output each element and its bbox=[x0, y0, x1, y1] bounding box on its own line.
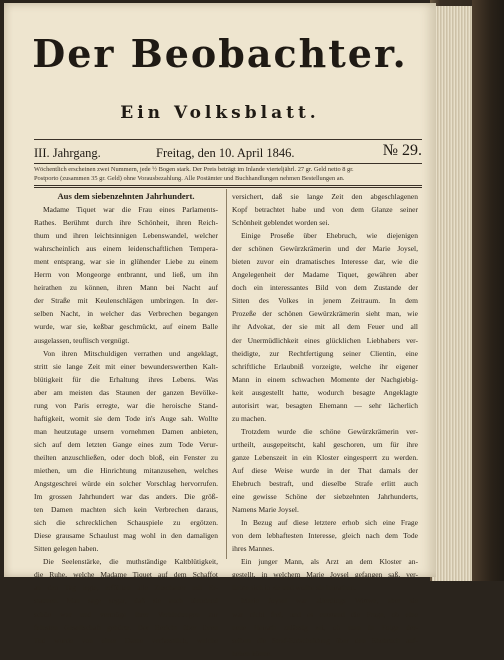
text-line: schön war und vermöge ihrer Verbindungen zur bbox=[34, 609, 218, 619]
text-line: eine gewisse Schöne der siebzehnten Jahrhunderts, bbox=[232, 492, 418, 502]
text-line: die Ruhe, welche Madame Tiquet auf dem Schaffot bbox=[34, 570, 218, 580]
text-line: ten Damen machten sich kein Verbrechen daraus, bbox=[34, 505, 218, 515]
text-line: Die Seelenstärke, die muthständige Kaltblütigkeit, bbox=[43, 557, 218, 567]
text-line: Im grossen Jahrhundert war das anders. Die größ- bbox=[34, 492, 218, 502]
text-line: sich die schrecklichen Schauspiele zu ergötzen. bbox=[34, 518, 218, 528]
issue-dateline bbox=[34, 144, 422, 164]
masthead-subtitle: Ein Volksblatt. bbox=[120, 103, 320, 123]
text-line: Mann in einem schwachen Momente der Nachgiebig- bbox=[232, 374, 418, 384]
article-heading: Aus dem siebenzehnten Jahrhundert. bbox=[57, 191, 195, 201]
issue-number: № 29. bbox=[382, 142, 422, 159]
text-line: Ehebruch bestraft, und dieselbe Strafe erlitt auch bbox=[232, 479, 418, 489]
text-line: heben könne. bbox=[232, 648, 272, 658]
text-line: keit ausgestellt hatte, wodurch besagte Angeklagte bbox=[232, 387, 418, 397]
issue-date: Freitag, den 10. April 1846. bbox=[156, 146, 295, 160]
notice-line: Postporto (zusammen 35 gr. Geld) ohne Vorausbezahlung. Alle Postämter und Buchhandlungen nehmen Bestellungen an. bbox=[34, 175, 345, 182]
text-line: Von ihren Mitschuldigen verrathen und angeklagt, bbox=[43, 348, 218, 358]
text-line: rung von Paris erregte, war die heroische Stand- bbox=[34, 400, 218, 410]
text-line: Angelegenheit der Madame Tiquet, gewähren aber bbox=[232, 270, 418, 280]
text-line: Namens Marie Joysel. bbox=[232, 505, 299, 515]
text-line: Angstgeschrei würde ein solcher Vorschlag hervorrufen. bbox=[34, 479, 218, 489]
text-line: Auf diese Weise wurde in der That damals der bbox=[232, 465, 418, 475]
masthead-title: Der Beobachter. bbox=[32, 31, 408, 76]
top-rule bbox=[34, 139, 422, 140]
subscription-notice bbox=[34, 165, 422, 183]
text-line: Ein junger Mann, als Arzt an dem Kloster an- bbox=[241, 557, 418, 567]
text-line: feinsten Gesellschaft gehörte. Der Bericht über ihren bbox=[34, 622, 218, 632]
text-line: doch ein interessantes Bild von dem Zustande der bbox=[232, 283, 418, 293]
notice-line: Wöchentlich erscheinen zwei Nummern, jede ½ Bogen stark. Der Preis beträgt im Inlande vierteljährl. 27 gr. Geld netto 8 gr. bbox=[34, 166, 354, 173]
right-column bbox=[232, 190, 418, 660]
text-line: ganze Lebenszeit in ein Kloster eingesperrt zu werden. bbox=[232, 452, 418, 462]
text-line: der Unermüdlichkeit eines glücklichen Liebhabers ver- bbox=[232, 335, 418, 345]
text-line: miethen, um die Hinrichtung mitanzusehen, welches bbox=[34, 465, 218, 475]
text-line: sich auf dem letzten Gange eines zum Tode Verur- bbox=[34, 439, 218, 449]
text-line: von dem lebhaftesten Interesse, gleich nach dem Tode bbox=[232, 531, 418, 541]
text-line: man heutzutage unsern vornehmen Damen anbieten, bbox=[34, 426, 218, 436]
text-line: thum und ihren leichtsinnigen Lebenswandel, welcher bbox=[34, 231, 218, 241]
text-line: der Straße mit Keulenschlägen umbringen. In der- bbox=[34, 296, 218, 306]
text-line: haftigkeit, womit sie dem Tode in's Auge sah. Wollte bbox=[34, 413, 218, 423]
issue-year: III. Jahrgang. bbox=[34, 146, 101, 160]
text-line: aber am meisten das Staunen der ganzen Bevölke- bbox=[34, 387, 218, 397]
text-line: Marie Joysel war allerdings Wittwe, aber sie bbox=[241, 596, 418, 606]
left-column bbox=[34, 190, 218, 647]
text-line: wurde, war sie, keßbar geschmückt, auf einem Balle bbox=[34, 322, 218, 332]
text-line: Prozeße der schönen Gewürzkrämerin sieht man, wie bbox=[232, 309, 418, 319]
text-line: Sitten des Volkes in jenem Zeitraum. In dem bbox=[232, 296, 418, 306]
text-line: liebte sich in sie und wollte sie heirathen. bbox=[232, 583, 357, 593]
text-line: Herrn von Mongeorge entbrannt, und ließ, um ihn bbox=[34, 270, 218, 280]
text-line: Trotzdem wurde die schöne Gewürzkrämerin ver- bbox=[241, 426, 418, 436]
text-line: ment entsprang, war sie in glühender Liebe zu einem bbox=[34, 257, 218, 267]
text-line: Madame Tiquet war die Frau eines Parlaments- bbox=[43, 205, 218, 215]
page-edges bbox=[432, 6, 472, 581]
text-line: zu machen. bbox=[232, 413, 267, 423]
text-line: Diese grausame Schaulust mag wohl in den damaligen bbox=[34, 531, 218, 541]
text-line: heirathen zu können, ihren Mann bei Nacht auf bbox=[34, 283, 218, 293]
mid-rule bbox=[34, 163, 422, 164]
text-line: wahrscheinlich aus einem leidenschaftlichen Tempera- bbox=[34, 244, 218, 254]
text-line: blütigkeit für die Erhaltung ihres Lebens. Was bbox=[34, 374, 218, 384]
newspaper-page bbox=[4, 3, 436, 658]
text-line: staunen. Man sage sogar, daß sie auch blendend bbox=[34, 596, 218, 606]
text-line: schriftliche Erlaubniß vorzeigte, welche ihr eigener bbox=[232, 361, 418, 371]
text-line: Sitten gelegen haben. bbox=[34, 544, 99, 554]
text-line: autorisirt war, besagten Ehemann — sehr lächerlich bbox=[232, 400, 418, 410]
column-divider bbox=[226, 189, 227, 559]
text-line: war nicht frei, und es entstand die Frage, ob eine bbox=[232, 609, 418, 619]
text-line: selben die Straf-Entscheidung über den Ehebruch auf- bbox=[232, 635, 418, 645]
text-line: bieten zuvor ein dramatisches Interesse dar, wie die bbox=[232, 257, 418, 267]
text-line: versichert, daß sie lange Zeit den abgeschlagenen bbox=[232, 192, 418, 201]
text-line: ihres Mannes. bbox=[232, 544, 275, 554]
text-line: neue Heirath zulässig sei, ob man in Folge der- bbox=[232, 622, 418, 632]
text-line: gestellt, in welchem Marie Joysel gefangen saß, ver- bbox=[232, 570, 418, 580]
text-line: ihr Advokat, der sie mit all dem Feuer und all bbox=[232, 322, 418, 332]
text-line: theidigte, zur Rechtfertigung seiner Clientin, eine bbox=[232, 348, 418, 358]
text-line: an den Tag legte, erfüllten alle Zuschauer mit Er- bbox=[34, 583, 218, 593]
text-line: Tod wurde von einer Dame verfasstlich, welche bbox=[34, 635, 218, 645]
text-line: urtheilt, ausgepeitscht, kahl geschoren, um für ihre bbox=[232, 439, 418, 449]
text-line: selben Nacht, in welcher das Verbrechen begangen bbox=[34, 309, 218, 319]
text-line: theilten anzuschließen, oder doch bloß, ein Fenster zu bbox=[34, 452, 218, 462]
text-line: der schönen Gewürzkrämerin und der Marie Joysel, bbox=[232, 244, 418, 254]
text-line: ausgelassen, teuflisch vergnügt. bbox=[34, 335, 130, 345]
text-line: Schönheit geblendet worden sei. bbox=[232, 218, 330, 228]
book-cover-edge bbox=[472, 0, 504, 581]
text-line: Einige Proseße über Ehebruch, wie diejenigen bbox=[241, 231, 418, 241]
text-line: Kopf betrachtet habe und von dem Glanze seiner bbox=[232, 205, 418, 215]
bottom-double-rule bbox=[34, 185, 422, 188]
text-line: In Bezug auf diese letztere erhob sich eine Frage bbox=[241, 518, 418, 528]
text-line: stritt sie lange Zeit mit einer bewunderswerthen Kalt- bbox=[34, 361, 218, 371]
text-line: Rathes. Berühmt durch ihre Schönheit, ihren Reich- bbox=[34, 218, 218, 228]
